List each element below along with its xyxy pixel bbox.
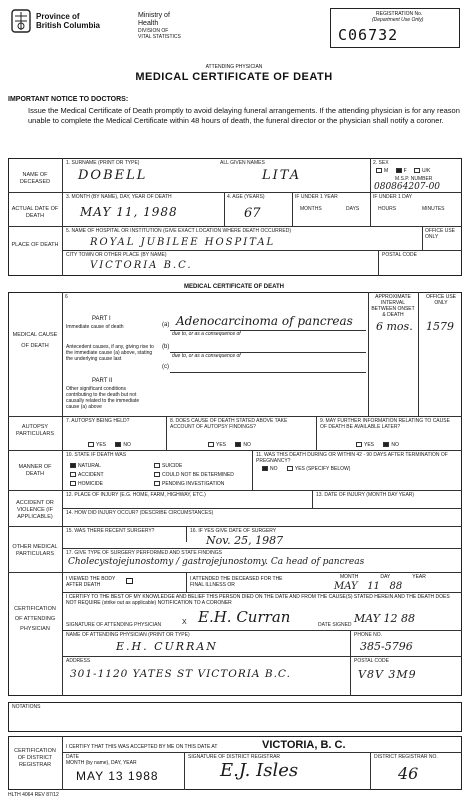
q15-label: 15. WAS THERE RECENT SURGERY?: [66, 528, 155, 534]
sex-label: 2. SEX: [373, 160, 389, 166]
place-office-use: OFFICE USE ONLY: [425, 228, 456, 240]
q7-no-checkbox[interactable]: [115, 442, 121, 447]
date-value: MAY 11, 1988: [80, 205, 178, 219]
months-label: MONTHS: [300, 206, 322, 212]
under1year-label: IF UNDER 1 YEAR: [295, 194, 338, 200]
pending-checkbox[interactable]: [154, 481, 160, 486]
given-label: ALL GIVEN NAMES: [220, 160, 265, 166]
other-conditions-label: Other significant conditions contributing to the death but not causally related to the immediate cause (a) above: [66, 386, 140, 410]
antecedent-label: Antecedent causes, if any, giving rise to the immediate cause (a) above, stating the underlying cause last: [66, 344, 154, 362]
medical-heading: MEDICAL CERTIFICATE OF DEATH: [184, 284, 284, 290]
registrar-place: VICTORIA, B. C.: [262, 739, 346, 751]
due-to-b: due to, or as a consequence of: [172, 353, 241, 359]
q7-label: 7. AUTOPSY BEING HELD?: [66, 418, 130, 424]
viewed-body-label: I VIEWED THE BODY AFTER DEATH: [66, 576, 116, 588]
certify-statement: I CERTIFY TO THE BEST OF MY KNOWLEDGE AND BELIEF THIS PERSON DIED ON THE DATE AND FROM THE CAUSE(S) STATED HEREIN AND THE DEATH DOES NOT REQUIRE (strike out as applicable) NOTIFICATION TO A CORONER: [66, 594, 450, 606]
registration-label: REGISTRATION No.: [376, 11, 423, 17]
sex-f-checkbox[interactable]: [396, 168, 402, 173]
q11-label: 11. WAS THIS DEATH DURING OR WITHIN 42 - 90 DAYS AFTER TERMINATION OF PREGNANCY?: [256, 452, 448, 464]
q9-label: 9. MAY FURTHER INFORMATION RELATING TO CAUSE OF DEATH BE AVAILABLE LATER?: [320, 418, 450, 430]
cause-c-marker: (c): [162, 364, 169, 370]
notice-body: Issue the Medical Certificate of Death promptly to avoid delaying funeral arrangements. If the attending physician is for any reason unable to complete the Medical Certificate within 48 hours of death, the funeral director or the physician shall notify a coroner.: [28, 106, 460, 125]
cause-office-use: OFFICE USE ONLY: [425, 294, 456, 306]
registration-number: C06732: [338, 26, 399, 44]
accident-section-label: ACCIDENT OR VIOLENCE (IF APPLICABLE): [16, 500, 54, 520]
ministry-line2: Health: [138, 20, 159, 27]
surname-label: 1. SURNAME (PRINT OR TYPE): [66, 160, 140, 166]
age-value: 67: [244, 206, 261, 221]
registrar-number-label: DISTRICT REGISTRAR NO.: [374, 754, 438, 760]
hospital-value: ROYAL JUBILEE HOSPITAL: [90, 237, 276, 248]
last-seen-value: MAY 11 88: [334, 581, 403, 592]
hospital-label: 5. NAME OF HOSPITAL OR INSTITUTION (GIVE EXACT LOCATION WHERE DEATH OCCURRED): [66, 228, 292, 234]
province-line2: British Columbia: [36, 21, 101, 30]
signature-label: SIGNATURE OF ATTENDING PHYSICIAN: [66, 622, 162, 628]
hours-label: HOURS: [378, 206, 397, 212]
q7-options: YES NO: [88, 442, 131, 448]
part1-label: PART I: [92, 316, 111, 322]
manner-options-left: NATURAL ACCIDENT HOMICIDE: [70, 462, 104, 489]
viewed-body-checkbox[interactable]: [126, 578, 133, 584]
msp-label: M.S.P. NUMBER: [395, 176, 433, 182]
registrar-date-sublabel: MONTH (by name), DAY, YEAR: [66, 760, 137, 766]
registrar-signature: E.J. Isles: [220, 760, 299, 781]
q12-label: 12. PLACE OF INJURY (E.G. HOME, FARM, HIGHWAY, ETC.): [66, 492, 206, 498]
phone-label: PHONE NO.: [354, 632, 383, 638]
immediate-label: Immediate cause of death: [66, 324, 124, 330]
last-seen-headers: MONTH DAY YEAR: [340, 574, 426, 580]
city-value: VICTORIA B.C.: [90, 260, 193, 271]
province-line1: Province of: [36, 12, 80, 21]
cause-item-no: 6: [65, 294, 68, 300]
registrar-number-value: 46: [398, 764, 419, 783]
msp-value: 080864207-00: [374, 182, 441, 192]
surname-value: DOBELL: [78, 168, 148, 183]
q11-options: NO YES (SPECIFY BELOW): [262, 466, 350, 472]
city-label: CITY TOWN OR OTHER PLACE (BY NAME): [66, 252, 167, 258]
cert-postal-label: POSTAL CODE: [354, 658, 390, 664]
manner-options-right: SUICIDE COULD NOT BE DETERMINED PENDING INVESTIGATION: [154, 462, 234, 489]
q17-label: 17. GIVE TYPE OF SURGERY PERFORMED AND STATE FINDINGS: [66, 550, 222, 556]
age-label: 4. AGE (YEARS): [227, 194, 265, 200]
cause-b-marker: (b): [162, 344, 170, 350]
interval-value: 6 mos.: [376, 320, 413, 333]
q13-label: 13. DATE OF INJURY (MONTH DAY YEAR): [316, 492, 415, 498]
registration-sublabel: (Department Use Only): [372, 17, 424, 23]
notations-label: NOTATIONS: [12, 704, 41, 710]
ministry-line1: Ministry of: [138, 12, 170, 19]
interval-label: APPROXIMATE INTERVAL BETWEEN ONSET & DEATH: [371, 294, 415, 318]
due-to-a: due to, or as a consequence of: [172, 331, 241, 337]
title-small: ATTENDING PHYSICIAN: [205, 64, 263, 70]
other-section-label: OTHER MEDICAL PARTICULARS: [12, 544, 58, 557]
natural-checkbox[interactable]: [70, 463, 76, 468]
accident-checkbox[interactable]: [70, 472, 76, 477]
autopsy-section-label: AUTOPSY PARTICULARS: [15, 424, 54, 437]
cause-office-code: 1579: [426, 320, 454, 333]
registrar-sig-label: SIGNATURE OF DISTRICT REGISTRAR: [188, 754, 281, 760]
sex-uk-checkbox[interactable]: [414, 168, 420, 173]
minutes-label: MINUTES: [422, 206, 445, 212]
undetermined-checkbox[interactable]: [154, 472, 160, 477]
attended-label: I ATTENDED THE DECEASED FOR THE FINAL ILLNESS OR: [190, 576, 283, 588]
ministry-line4: VITAL STATISTICS: [138, 34, 181, 40]
address-label: ADDRESS: [66, 658, 91, 664]
crest-logo: [10, 8, 32, 34]
days-label: DAYS: [346, 206, 360, 212]
notations-box: [8, 702, 462, 732]
cause-a-marker: (a): [162, 322, 170, 328]
part2-label: PART II: [92, 378, 113, 384]
form-number: HLTH 4064 REV 87/12: [8, 792, 59, 798]
q16-label: 16. IF YES GIVE DATE OF SURGERY: [190, 528, 277, 534]
place-postal-label: POSTAL CODE: [382, 252, 418, 258]
cause-section-label: MEDICAL CAUSE OF DEATH: [12, 332, 58, 349]
signature-x: X: [182, 619, 187, 626]
name-section-label: NAME OF DECEASED: [19, 172, 51, 185]
given-value: LITA: [262, 168, 302, 183]
cause-a-value: Adenocarcinoma of pancreas: [176, 314, 353, 328]
ministry-line3: DIVISION OF: [138, 28, 169, 34]
homicide-checkbox[interactable]: [70, 481, 76, 486]
page-title: MEDICAL CERTIFICATE OF DEATH: [135, 71, 333, 83]
physician-name-label: NAME OF ATTENDING PHYSICIAN (PRINT OR TYPE): [66, 632, 190, 638]
registrar-date-value: MAY 13 1988: [76, 769, 159, 783]
q11-no-checkbox[interactable]: [262, 466, 268, 471]
q10-label: 10. STATE IF DEATH WAS: [66, 452, 127, 458]
physician-signature: E.H. Curran: [198, 608, 291, 626]
address-value: 301-1120 YATES ST VICTORIA B.C.: [70, 668, 291, 680]
q11-yes-checkbox[interactable]: [287, 466, 293, 471]
phone-value: 385-5796: [360, 640, 413, 653]
q9-options: YES NO: [356, 442, 399, 448]
certification-section-label: CERTIFICATION OF ATTENDING PHYSICIAN: [14, 606, 56, 632]
date-signed-label: DATE SIGNED: [318, 622, 352, 628]
registrar-statement: I CERTIFY THAT THIS WAS ACCEPTED BY ME ON THIS DATE AT: [66, 744, 218, 750]
registrar-section-label: CERTIFICATION OF DISTRICT REGISTRAR: [14, 748, 56, 768]
date-signed-value: MAY 12 88: [354, 612, 416, 625]
notice-heading: IMPORTANT NOTICE TO DOCTORS:: [8, 96, 129, 103]
place-section-label: PLACE OF DEATH: [11, 242, 59, 248]
sex-m-checkbox[interactable]: [376, 168, 382, 173]
q8-options: YES NO: [208, 442, 251, 448]
q9-yes-checkbox[interactable]: [356, 442, 362, 447]
date-section-label: ACTUAL DATE OF DEATH: [11, 206, 59, 219]
registrar-date-label: DATE: [66, 754, 79, 760]
surgery-type-value: Cholecystojejunostomy / gastrojejunostomy. Ca head of pancreas: [68, 557, 365, 567]
q14-label: 14. HOW DID INJURY OCCUR? (DESCRIBE CIRCUMSTANCES): [66, 510, 214, 516]
q9-no-checkbox[interactable]: [383, 442, 389, 447]
q8-yes-checkbox[interactable]: [208, 442, 214, 447]
surgery-date-value: Nov. 25, 1987: [206, 534, 284, 547]
q8-label: 8. DOES CAUSE OF DEATH STATED ABOVE TAKE ACCOUNT OF AUTOPSY FINDINGS?: [170, 418, 288, 430]
cert-postal-value: V8V 3M9: [358, 668, 417, 681]
deceased-form-box: [8, 158, 462, 276]
manner-section-label: MANNER OF DEATH: [18, 464, 52, 477]
q8-no-checkbox[interactable]: [235, 442, 241, 447]
q7-yes-checkbox[interactable]: [88, 442, 94, 447]
under1day-label: IF UNDER 1 DAY: [373, 194, 413, 200]
sex-options: M F U/K: [376, 168, 430, 174]
physician-name-value: E.H. CURRAN: [116, 640, 218, 653]
date-label: 3. MONTH (BY NAME), DAY, YEAR OF DEATH: [66, 194, 172, 200]
suicide-checkbox[interactable]: [154, 463, 160, 468]
